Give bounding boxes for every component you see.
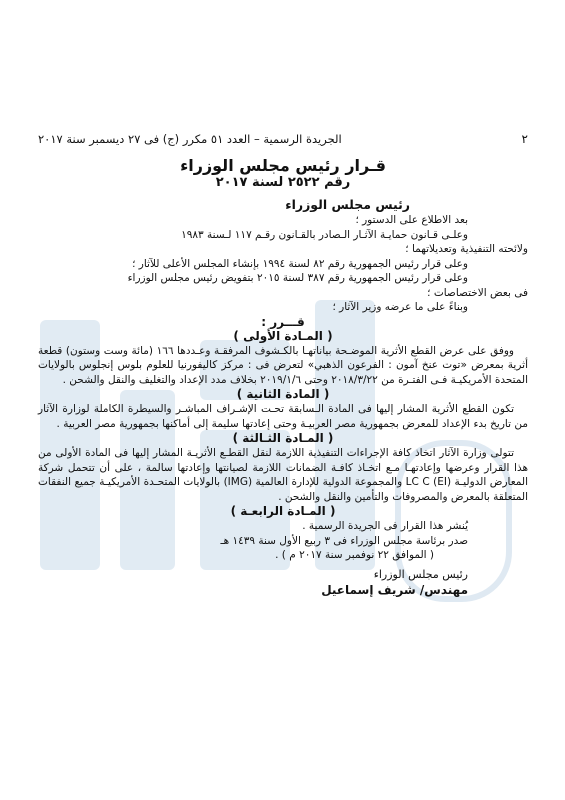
article-heading: ( المـادة الرابعـة ) — [230, 504, 336, 518]
signature-name: مهندس/ شريف إسماعيل — [321, 582, 468, 597]
preamble-line: ولائحته التنفيذية وتعديلاتهما ؛ — [405, 243, 528, 255]
gazette-line: الجريدة الرسمية – العدد ٥١ مكرر (ج) فى ٢٧ ديسمبر سنة ٢٠١٧ — [38, 132, 342, 146]
preamble-line: وعلى قرار رئيس الجمهورية رقم ٨٢ لسنة ١٩٩٤ بإنشاء المجلس الأعلى للآثار ؛ — [132, 257, 468, 270]
article-heading: ( المـادة الأولى ) — [233, 328, 333, 343]
preamble-line: بعد الاطلاع على الدستور ؛ — [355, 214, 468, 226]
closing-date-gregorian: ( الموافق ٢٢ نوفمبر سنة ٢٠١٧ م ) . — [275, 549, 434, 561]
preamble-line: وعلـى قـانون حمايـة الآثـار الـصادر بالقـانون رقـم ١١٧ لـسنة ١٩٨٣ — [181, 228, 468, 241]
decree-body — [38, 133, 528, 598]
decree-title: قـرار رئيس مجلس الوزراء — [180, 156, 386, 175]
preamble-line: فى بعض الاختصاصات ؛ — [427, 286, 528, 299]
article-text: تتولى وزارة الآثار اتخاذ كافة الإجراءات التنفيذية اللازمة لنقل القطـع الأثريـة المشار إليها فى المادة الأولى من هذا القرار وعرضها وإعادتهـا مـع اتخـاذ كافـة الضمانات اللازمة لصيانتها وإعادتها سالمة ، على أن تتحمل شركة المعارض الدوليـة LC C (EI) والمجموعة الدولية للإدارة العالمية (IMG) بالولايات المتحـدة الأمريكيـة جميع النفقات المتعلقة بالمعرض والمصروفات والتأمين والنقل والشحن . — [38, 447, 528, 503]
article-heading: ( المادة الثانية ) — [236, 387, 330, 401]
signature-role: رئيس مجلس الوزراء — [373, 567, 468, 581]
preamble-line: وبناءً على ما عرضه وزير الآثار ؛ — [332, 301, 468, 313]
article-text: يُنشر هذا القرار فى الجريدة الرسمية . — [302, 520, 468, 532]
page-number: ٢ — [521, 132, 528, 146]
article-text: ووفق على عرض القطع الأثرية الموضـحة بياناتهـا بالكـشوف المرفقـة وعـددها ١٦٦ (مائة وست وستون) قطعة أثرية بمعرض «توت عنخ آمون : الفرعون الذهبي» لتعرض فى : مركز كاليفورنيا للعلوم بلوس إنجلوس بالولايات المتحدة الأمريكيـة فـى الفتـرة من ٢٠١٨/٣/٢٢ وحتى ٢٠١٩/١/٦ بخلاف مدد الإعداد والتغليف والنقل والشحن . — [38, 344, 528, 386]
article-heading: ( المـادة الثـالثة ) — [232, 431, 334, 445]
decided-label: قـــرر : — [261, 314, 305, 329]
preamble-line: وعلى قرار رئيس الجمهورية رقم ٣٨٧ لسنة ٢٠١٥ بتفويض رئيس مجلس الوزراء — [127, 272, 468, 284]
closing-date-hijri: صدر برئاسة مجلس الوزراء فى ٣ ربيع الأول سنة ١٤٣٩ هـ — [220, 534, 468, 547]
article-text: تكون القطع الأثرية المشار إليها فى المادة الـسابقة تحـت الإشـراف المباشـر والسيطرة الكاملة لوزارة الآثار من تاريخ بدء الإعداد للمعرض بجمهورية مصر العربيـة وحتى إعادتها سليمة إلى أماكنها بجمهورية مصر العربية . — [38, 403, 528, 430]
decree-number: رقم ٢٥٢٢ لسنة ٢٠١٧ — [215, 175, 351, 190]
decree-issuer: رئيس مجلس الوزراء — [285, 197, 410, 212]
